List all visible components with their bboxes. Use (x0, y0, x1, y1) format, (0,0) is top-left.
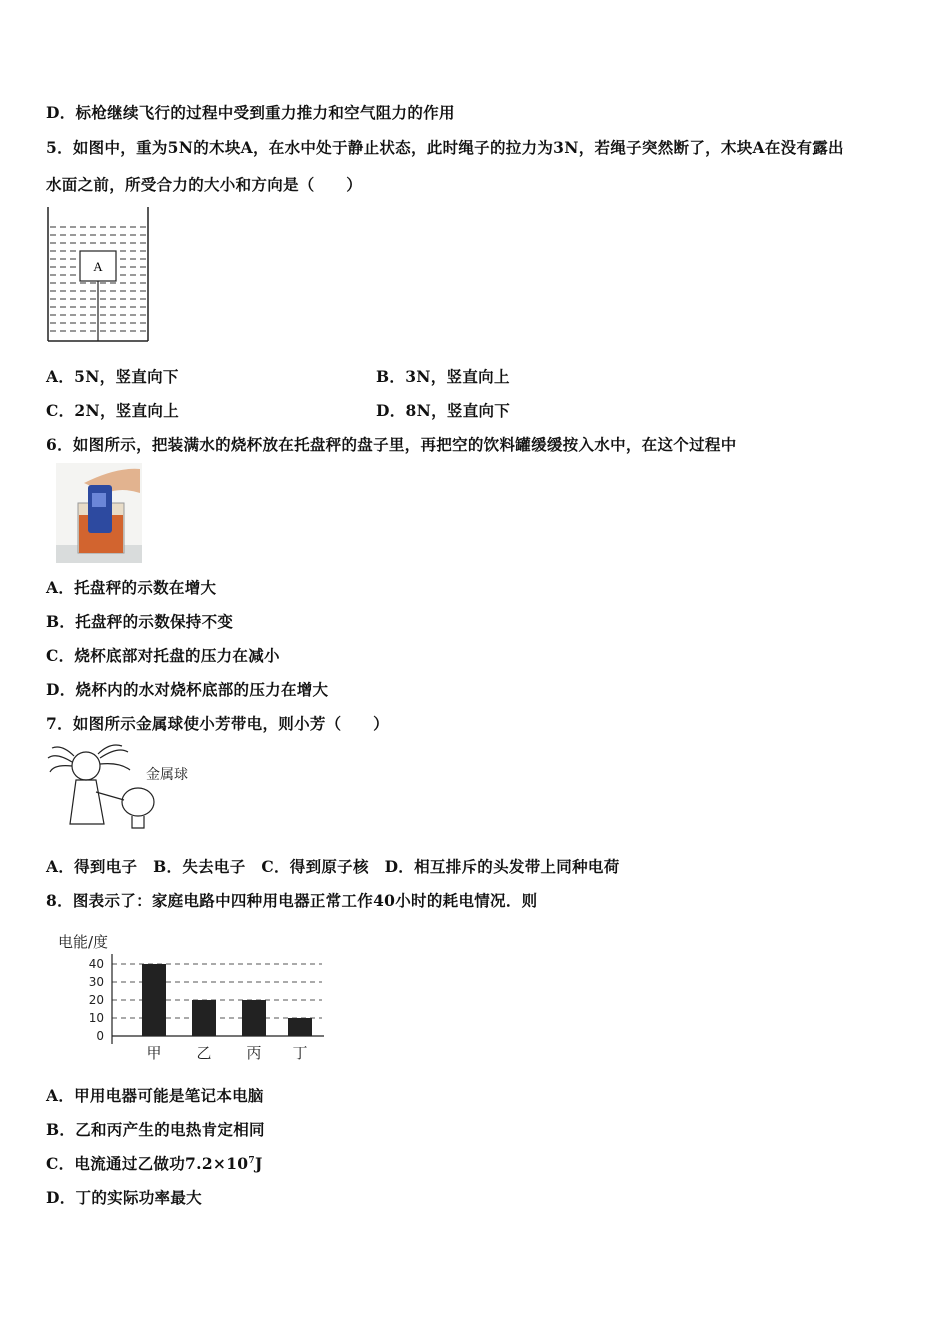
y-tick-label: 40 (88, 957, 104, 971)
q8-option-c-exponent: 7 (248, 1155, 255, 1166)
q8-energy-bar-chart (52, 926, 332, 1066)
girl-body (70, 780, 104, 824)
drink-can (88, 485, 112, 533)
y-tick-label: 0 (96, 1029, 104, 1043)
y-tick-label: 30 (88, 975, 104, 989)
ball-stand (132, 816, 144, 828)
q8-option-b: B．乙和丙产生的电热肯定相同 (46, 1120, 265, 1139)
metal-ball (122, 788, 154, 816)
y-tick-label: 20 (88, 993, 104, 1007)
q5-stem-line2: 水面之前，所受合力的大小和方向是（ ） (46, 175, 363, 194)
x-category-label: 丁 (292, 1044, 308, 1062)
bar-3 (242, 1000, 266, 1036)
q8-option-d: D．丁的实际功率最大 (46, 1188, 202, 1207)
q7-girl-metal-ball-figure (46, 744, 206, 834)
metal-ball-label: 金属球 (146, 767, 188, 783)
q5-stem-line1: 5．如图中，重为5N的木块A，在水中处于静止状态，此时绳子的拉力为3N，若绳子突然断了，木块A在没有露出 (46, 138, 844, 157)
x-category-label: 丙 (246, 1044, 262, 1062)
y-axis-label: 电能/度 (58, 933, 109, 951)
bar-4 (288, 1018, 312, 1036)
q6-stem: 6．如图所示，把装满水的烧杯放在托盘秤的盘子里，再把空的饮料罐缓缓按入水中，在这个过程中 (46, 435, 737, 454)
q8-option-a: A．甲用电器可能是笔记本电脑 (46, 1086, 264, 1105)
q6-option-c: C．烧杯底部对托盘的压力在减小 (46, 646, 280, 665)
q8-stem: 8．图表示了：家庭电路中四种用电器正常工作40小时的耗电情况．则 (46, 891, 538, 910)
q5-option-c: C．2N，竖直向上 (46, 401, 179, 420)
q7-options: A．得到电子 B．失去电子 C．得到原子核 D．相互排斥的头发带上同种电荷 (46, 857, 620, 876)
q7-stem: 7．如图所示金属球使小芳带电，则小芳（ ） (46, 714, 389, 733)
q5-option-d: D．8N，竖直向下 (376, 401, 511, 420)
q6-option-b: B．托盘秤的示数保持不变 (46, 612, 234, 631)
q4-option-d: D．标枪继续飞行的过程中受到重力推力和空气阻力的作用 (46, 103, 455, 122)
q6-option-a: A．托盘秤的示数在增大 (46, 578, 217, 597)
q8-option-c (46, 1152, 263, 1174)
bar-2 (192, 1000, 216, 1036)
arm (96, 792, 124, 800)
q5-option-a: A．5N，竖直向下 (46, 367, 179, 386)
block-label: A (93, 259, 103, 274)
x-category-label: 乙 (196, 1044, 212, 1062)
hair-strands (48, 745, 130, 772)
q8-option-c-unit: J (254, 1154, 263, 1173)
q5-option-b: B．3N，竖直向上 (376, 367, 510, 386)
q8-option-c-text: C．电流通过乙做功7.2×10 (46, 1154, 249, 1173)
y-tick-label: 10 (88, 1011, 104, 1025)
q5-water-tank-figure (44, 205, 152, 345)
bar-1 (142, 964, 166, 1036)
girl-head (72, 752, 100, 780)
x-category-label: 甲 (146, 1044, 162, 1062)
q6-beaker-photo (56, 463, 142, 563)
q6-option-d: D．烧杯内的水对烧杯底部的压力在增大 (46, 680, 329, 699)
